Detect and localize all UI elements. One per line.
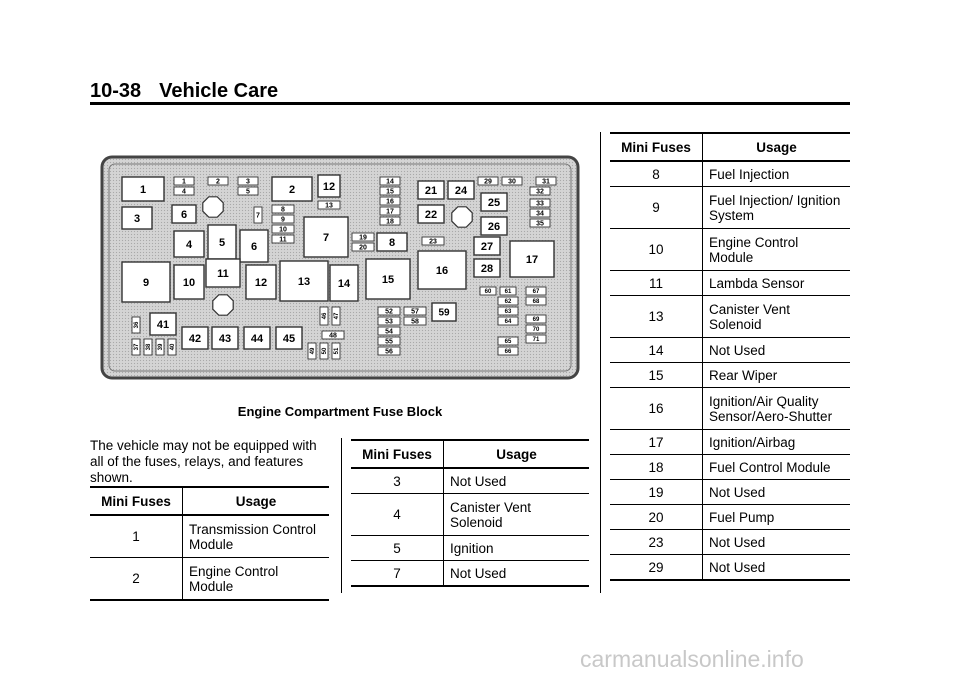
col-header-usage: Usage [444, 440, 590, 468]
fuse-label: 52 [385, 308, 393, 316]
fuse-label: 55 [385, 338, 393, 346]
fuse-number: 23 [610, 530, 703, 555]
fuse-label: 35 [536, 220, 544, 228]
section-title: Vehicle Care [159, 80, 279, 102]
fuse-label: 24 [454, 184, 468, 197]
fuse-number: 16 [610, 388, 703, 430]
fuse-number: 11 [610, 271, 703, 296]
fuse-label: 41 [156, 318, 170, 331]
fuse-label: 3 [133, 212, 141, 225]
fuse-number: 18 [610, 455, 703, 480]
fuse-label: 29 [484, 178, 492, 186]
fuse-block-diagram [100, 155, 580, 380]
fuse-label: 6 [180, 208, 188, 221]
fuse-label: 9 [142, 276, 150, 289]
fuse-label: 8 [388, 236, 396, 249]
fuse-label: 43 [218, 332, 232, 345]
intro-paragraph: The vehicle may not be equipped with all of the fuses, relays, and features shown. [90, 438, 317, 485]
column-divider [341, 438, 342, 593]
watermark: carmanualsonline.info [580, 646, 804, 672]
fuse-number: 10 [610, 229, 703, 271]
fuse-label: 65 [504, 339, 512, 346]
fuse-label: 70 [532, 327, 540, 334]
fuse-label: 44 [250, 332, 264, 345]
fuse-label: 38 [146, 343, 153, 351]
fuse-label: 22 [424, 208, 438, 221]
fuse-usage: Lambda Sensor [703, 271, 851, 296]
table-row [610, 363, 850, 388]
fuse-usage: Fuel Injection [703, 161, 851, 187]
fuse-label: 7 [322, 231, 330, 244]
fuse-number: 3 [351, 468, 444, 494]
fuse-number: 14 [610, 338, 703, 363]
fuse-label: 11 [217, 267, 229, 280]
col-header-mini-fuses: Mini Fuses [351, 440, 444, 468]
fuse-label: 30 [508, 178, 516, 186]
fuse-label: 14 [386, 178, 394, 186]
fuse-usage: Engine Control Module [183, 558, 330, 601]
fuse-usage: Not Used [703, 530, 851, 555]
fuse-label: 4 [185, 238, 193, 251]
col-header-usage: Usage [703, 133, 851, 161]
fuse-usage: Canister Vent Solenoid [444, 494, 590, 536]
fuse-label: 5 [218, 236, 226, 249]
fuse-number: 8 [610, 161, 703, 187]
fuse-usage: Engine Control Module [703, 229, 851, 271]
fuse-usage: Ignition/Airbag [703, 430, 851, 455]
fuse-usage: Canister Vent Solenoid [703, 296, 851, 338]
column-divider [600, 132, 601, 593]
fuse-usage: Fuel Control Module [703, 455, 851, 480]
fuse-label: 26 [487, 220, 501, 233]
fuse-number: 4 [351, 494, 444, 536]
fuse-label: 13 [325, 202, 333, 210]
table-row [90, 515, 329, 558]
fuse-label: 66 [504, 349, 512, 356]
bolt-icon [203, 197, 223, 217]
fuse-number: 17 [610, 430, 703, 455]
fuse-usage: Not Used [444, 468, 590, 494]
table-row [90, 558, 329, 601]
fuse-label: 15 [386, 188, 394, 196]
fuse-label: 42 [188, 332, 202, 345]
fuse-label: 25 [487, 196, 501, 209]
fuse-label: 5 [246, 188, 250, 196]
fuse-label: 13 [297, 275, 311, 288]
col-header-mini-fuses: Mini Fuses [610, 133, 703, 161]
fuse-label: 40 [170, 343, 177, 351]
fuse-usage: Transmission Control Module [183, 515, 330, 558]
fuse-label: 33 [536, 200, 544, 208]
fuse-label: 53 [385, 318, 393, 326]
fuse-label: 9 [281, 216, 285, 224]
fuse-label: 63 [504, 309, 512, 316]
table-row [351, 468, 589, 494]
fuse-label: 57 [411, 308, 419, 316]
table-row [610, 388, 850, 430]
fuse-number: 2 [90, 558, 183, 601]
fuse-number: 20 [610, 505, 703, 530]
fuse-label: 36 [134, 321, 141, 329]
fuse-label: 18 [386, 218, 394, 226]
fuse-label: 28 [480, 262, 494, 275]
table-row [610, 530, 850, 555]
fuse-label: 2 [288, 183, 296, 196]
fuse-label: 10 [182, 276, 196, 289]
fuse-number: 9 [610, 187, 703, 229]
table-row [610, 161, 850, 187]
fuse-label: 12 [322, 180, 336, 193]
fuse-label: 1 [139, 183, 147, 196]
fuse-label: 20 [359, 244, 367, 252]
fuse-label: 27 [480, 240, 494, 253]
fuse-label: 10 [279, 226, 287, 234]
fuse-label: 68 [532, 299, 540, 306]
fuse-label: 59 [438, 307, 450, 319]
fuse-label: 2 [216, 178, 220, 186]
fuse-label: 48 [329, 332, 337, 340]
table-row [610, 505, 850, 530]
fuse-number: 5 [351, 536, 444, 561]
fuse-label: 11 [279, 236, 287, 244]
fuse-number: 13 [610, 296, 703, 338]
fuse-label: 58 [411, 318, 419, 326]
fuse-usage: Not Used [703, 480, 851, 505]
table-row [610, 430, 850, 455]
bolt-icon [452, 207, 472, 227]
fuse-label: 67 [532, 289, 540, 296]
header-rule [90, 102, 850, 105]
table-row [610, 480, 850, 505]
fuse-label: 12 [254, 276, 268, 289]
fuse-label: 54 [385, 328, 393, 336]
fuse-label: 4 [182, 188, 186, 196]
fuse-label: 15 [381, 273, 395, 286]
fuse-usage: Ignition [444, 536, 590, 561]
table-row [610, 229, 850, 271]
fuse-label: 56 [385, 348, 393, 356]
fuse-label: 47 [334, 312, 341, 320]
table-row [351, 536, 589, 561]
col-header-mini-fuses: Mini Fuses [90, 487, 183, 515]
fuse-label: 51 [334, 347, 341, 355]
fuse-table-3 [610, 132, 850, 581]
fuse-label: 1 [182, 178, 186, 186]
fuse-number: 7 [351, 561, 444, 587]
table-row [610, 187, 850, 229]
fuse-number: 1 [90, 515, 183, 558]
table-row [610, 338, 850, 363]
fuse-label: 3 [246, 178, 250, 186]
fuse-usage: Rear Wiper [703, 363, 851, 388]
fuse-number: 29 [610, 555, 703, 581]
fuse-label: 16 [435, 264, 449, 277]
fuse-label: 17 [525, 253, 539, 266]
page-header [90, 80, 278, 103]
fuse-usage: Not Used [703, 338, 851, 363]
fuse-label: 8 [281, 206, 285, 214]
fuse-table-2 [351, 439, 589, 587]
fuse-number: 19 [610, 480, 703, 505]
table-row [610, 271, 850, 296]
fuse-label: 6 [250, 240, 258, 253]
fuse-table-1 [90, 486, 329, 601]
fuse-label: 37 [134, 343, 141, 351]
fuse-label: 69 [532, 317, 540, 324]
fuse-label: 60 [484, 289, 492, 296]
fuse-label: 71 [532, 337, 540, 344]
fuse-number: 15 [610, 363, 703, 388]
table-row [610, 555, 850, 581]
table-row [351, 561, 589, 587]
fuse-label: 32 [536, 188, 544, 196]
fuse-label: 16 [386, 198, 394, 206]
bolt-icon [213, 295, 233, 315]
fuse-usage: Not Used [444, 561, 590, 587]
fuse-label: 31 [542, 178, 550, 186]
fuse-label: 64 [504, 319, 512, 326]
table-row [610, 296, 850, 338]
fuse-label: 61 [504, 289, 512, 296]
fuse-label: 49 [310, 347, 317, 355]
fuse-label: 50 [322, 347, 329, 355]
col-header-usage: Usage [183, 487, 330, 515]
fuse-usage: Fuel Injection/ Ignition System [703, 187, 851, 229]
fuse-label: 46 [322, 312, 329, 320]
fuse-usage: Fuel Pump [703, 505, 851, 530]
page-number: 10-38 [90, 80, 142, 102]
table-row [351, 494, 589, 536]
fuse-label: 45 [282, 332, 296, 345]
fuse-usage: Ignition/Air Quality Sensor/Aero-Shutter [703, 388, 851, 430]
fuse-label: 7 [256, 212, 260, 220]
fuse-label: 39 [158, 343, 165, 351]
fuse-usage: Not Used [703, 555, 851, 581]
fuse-label: 17 [386, 208, 394, 216]
fuse-label: 62 [504, 299, 512, 306]
fuse-label: 19 [359, 234, 367, 242]
fuse-label: 23 [429, 238, 437, 246]
fuse-label: 14 [337, 277, 351, 290]
fuse-label: 21 [424, 184, 438, 197]
table-row [610, 455, 850, 480]
diagram-caption: Engine Compartment Fuse Block [237, 404, 443, 419]
fuse-label: 34 [536, 210, 544, 218]
